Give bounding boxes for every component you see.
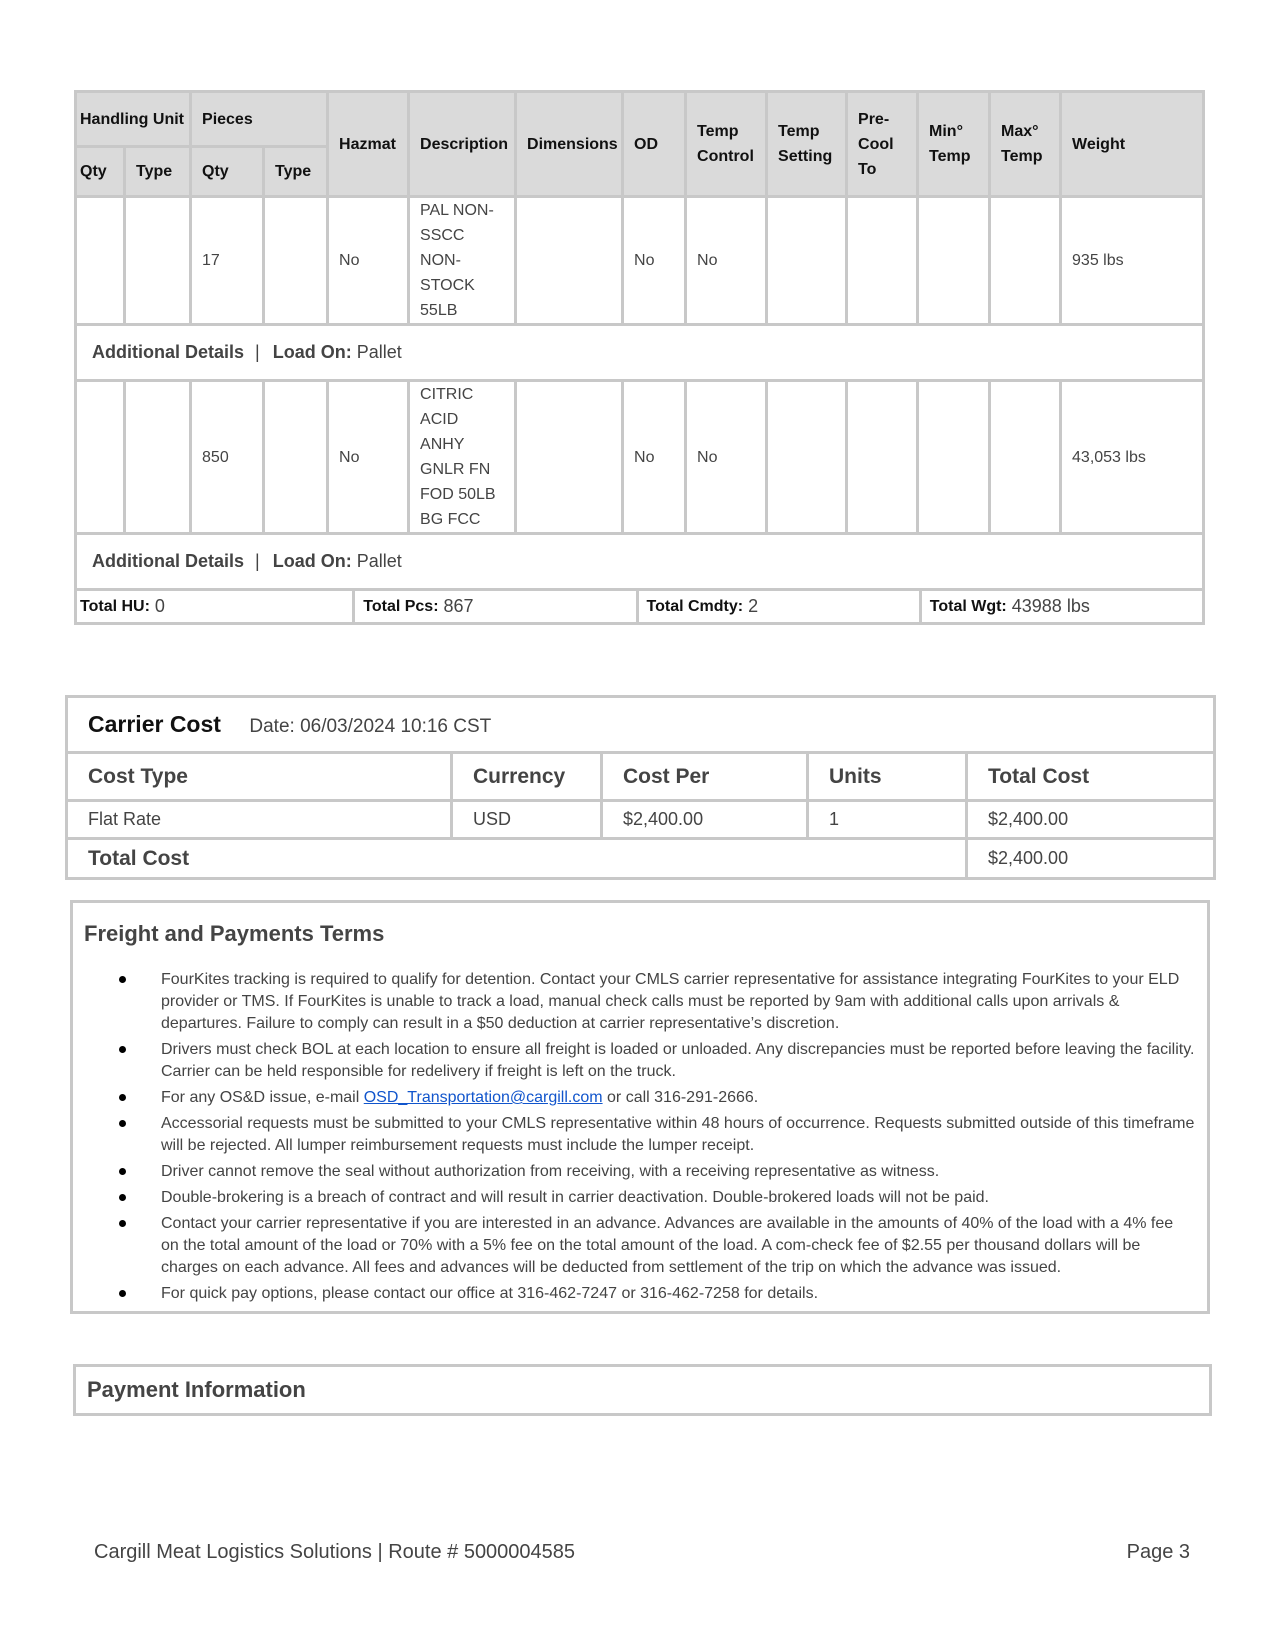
cell-description: CITRIC ACID ANHY GNLR FN FOD 50LB BG FCC bbox=[409, 381, 516, 534]
total-cmdty-value: 2 bbox=[748, 596, 759, 616]
carrier-cost-title: Carrier Cost bbox=[88, 711, 221, 737]
header-total-cost: Total Cost bbox=[967, 753, 1215, 801]
header-units: Units bbox=[808, 753, 967, 801]
bullet-icon bbox=[119, 1120, 126, 1127]
total-hu-value: 0 bbox=[154, 596, 165, 616]
header-max-temp: Max° Temp bbox=[990, 92, 1061, 197]
totals-row bbox=[76, 590, 1204, 624]
bullet-icon bbox=[119, 1220, 126, 1227]
header-pc-type: Type bbox=[264, 147, 328, 197]
cell-temp-control: No bbox=[686, 381, 767, 534]
additional-details-label: Additional Details bbox=[92, 342, 245, 362]
header-temp-control: Temp Control bbox=[686, 92, 767, 197]
freight-terms-list bbox=[73, 969, 1207, 1309]
commodity-table bbox=[74, 90, 1205, 625]
freight-terms-title: Freight and Payments Terms bbox=[84, 921, 385, 946]
header-pieces: Pieces bbox=[191, 92, 328, 147]
freight-terms-section bbox=[70, 900, 1210, 1314]
additional-details-row bbox=[76, 325, 1204, 381]
additional-details-row bbox=[76, 534, 1204, 590]
payment-info-section bbox=[73, 1364, 1212, 1416]
cell-pre-cool-to bbox=[847, 381, 918, 534]
cell-temp-setting bbox=[767, 197, 847, 325]
bullet-icon bbox=[119, 1194, 126, 1201]
carrier-cost-date: Date: 06/03/2024 10:16 CST bbox=[249, 716, 492, 737]
header-temp-setting: Temp Setting bbox=[767, 92, 847, 197]
cell-hazmat: No bbox=[328, 381, 409, 534]
header-hazmat: Hazmat bbox=[328, 92, 409, 197]
cell-od: No bbox=[623, 381, 686, 534]
cell-od: No bbox=[623, 197, 686, 325]
total-hu-label: Total HU: bbox=[80, 598, 150, 615]
bullet-icon bbox=[119, 1168, 126, 1175]
list-item: Drivers must check BOL at each location to ensure all freight is loaded or unloaded. Any discrepancies must be reported before leaving the facility. Carrier can be held responsible for redelivery if freight is left on the truck. bbox=[73, 1039, 1207, 1083]
cell-pc-type bbox=[264, 381, 328, 534]
carrier-cost-header-row bbox=[67, 753, 1215, 801]
footer-route: Cargill Meat Logistics Solutions | Route # 5000004585 bbox=[94, 1541, 576, 1563]
header-min-temp: Min° Temp bbox=[918, 92, 990, 197]
list-item: For any OS&D issue, e-mail OSD_Transportation@cargill.com or call 316-291-2666. bbox=[73, 1087, 1207, 1109]
list-item: Contact your carrier representative if you are interested in an advance. Advances are available in the amounts of 40% of the load with a 4% fee on the total amount of the load or 70% with a 5% fee on the total amount of the load. A com-check fee of $2.55 per thousand dollars will be charges on each advance. All fees and advances will be deducted from settlement of the trip on which the advance was issued. bbox=[73, 1213, 1207, 1279]
osd-email-link[interactable]: OSD_Transportation@cargill.com bbox=[363, 1089, 603, 1106]
total-wgt-value: 43988 lbs bbox=[1011, 596, 1090, 616]
cell-hu-type bbox=[125, 197, 191, 325]
total-hu bbox=[77, 591, 352, 622]
bullet-icon bbox=[119, 976, 126, 983]
cell-hu-type bbox=[125, 381, 191, 534]
total-cost-value: $2,400.00 bbox=[967, 839, 1215, 879]
cell-max-temp bbox=[990, 381, 1061, 534]
total-cost-label: Total Cost bbox=[67, 839, 967, 879]
bullet-icon bbox=[119, 1290, 126, 1297]
cell-cost-type: Flat Rate bbox=[67, 801, 452, 839]
cell-description: PAL NON-SSCC NON-STOCK 55LB bbox=[409, 197, 516, 325]
header-handling-unit: Handling Unit bbox=[76, 92, 191, 147]
table-row bbox=[76, 197, 1204, 325]
cell-dimensions bbox=[516, 197, 623, 325]
header-hu-type: Type bbox=[125, 147, 191, 197]
cell-pc-type bbox=[264, 197, 328, 325]
payment-info-title: Payment Information bbox=[87, 1377, 306, 1402]
header-weight: Weight bbox=[1061, 92, 1204, 197]
total-cmdty bbox=[636, 591, 919, 622]
header-pre-cool-to: Pre-Cool To bbox=[847, 92, 918, 197]
cell-pc-qty: 17 bbox=[191, 197, 264, 325]
total-pcs-value: 867 bbox=[443, 596, 474, 616]
load-on-label: Load On: bbox=[272, 551, 352, 571]
total-wgt bbox=[919, 591, 1202, 622]
total-pcs-label: Total Pcs: bbox=[363, 598, 439, 615]
cell-cost-per: $2,400.00 bbox=[602, 801, 808, 839]
load-on-label: Load On: bbox=[272, 342, 352, 362]
cell-hu-qty bbox=[76, 381, 125, 534]
bullet-icon bbox=[119, 1046, 126, 1053]
list-item: Double-brokering is a breach of contract and will result in carrier deactivation. Double-brokered loads will not be paid. bbox=[73, 1187, 1207, 1209]
bullet-icon bbox=[119, 1094, 126, 1101]
cell-min-temp bbox=[918, 197, 990, 325]
total-cmdty-label: Total Cmdty: bbox=[646, 598, 744, 615]
carrier-cost-table bbox=[65, 695, 1216, 880]
separator: | bbox=[255, 342, 260, 362]
cell-currency: USD bbox=[452, 801, 602, 839]
cell-hazmat: No bbox=[328, 197, 409, 325]
list-item: FourKites tracking is required to qualify for detention. Contact your CMLS carrier representative for assistance integrating FourKites to your ELD provider or TMS. If FourKites is unable to track a load, manual check calls must be reported by 9am with additional calls upon arrivals & departures. Failure to comply can result in a $50 deduction at carrier representative’s discretion. bbox=[73, 969, 1207, 1035]
table-row bbox=[67, 801, 1215, 839]
total-cost-row bbox=[67, 839, 1215, 879]
cell-temp-control: No bbox=[686, 197, 767, 325]
total-wgt-label: Total Wgt: bbox=[929, 598, 1007, 615]
cell-weight: 43,053 lbs bbox=[1061, 381, 1204, 534]
cell-dimensions bbox=[516, 381, 623, 534]
cell-total-cost: $2,400.00 bbox=[967, 801, 1215, 839]
cell-temp-setting bbox=[767, 381, 847, 534]
cell-hu-qty bbox=[76, 197, 125, 325]
table-row bbox=[76, 381, 1204, 534]
header-currency: Currency bbox=[452, 753, 602, 801]
header-pc-qty: Qty bbox=[191, 147, 264, 197]
cell-units: 1 bbox=[808, 801, 967, 839]
list-item: Driver cannot remove the seal without authorization from receiving, with a receiving representative as witness. bbox=[73, 1161, 1207, 1183]
cell-pre-cool-to bbox=[847, 197, 918, 325]
additional-details-label: Additional Details bbox=[92, 551, 245, 571]
header-dimensions: Dimensions bbox=[516, 92, 623, 197]
cell-pc-qty: 850 bbox=[191, 381, 264, 534]
load-on-value: Pallet bbox=[356, 551, 402, 571]
header-od: OD bbox=[623, 92, 686, 197]
list-item: For quick pay options, please contact our office at 316-462-7247 or 316-462-7258 for details. bbox=[73, 1283, 1207, 1305]
cell-min-temp bbox=[918, 381, 990, 534]
header-hu-qty: Qty bbox=[76, 147, 125, 197]
header-cost-type: Cost Type bbox=[67, 753, 452, 801]
header-description: Description bbox=[409, 92, 516, 197]
load-on-value: Pallet bbox=[356, 342, 402, 362]
footer-page-number: Page 3 bbox=[1126, 1541, 1190, 1563]
header-cost-per: Cost Per bbox=[602, 753, 808, 801]
total-pcs bbox=[352, 591, 635, 622]
list-item: Accessorial requests must be submitted to your CMLS representative within 48 hours of occurrence. Requests submitted outside of this timeframe will be rejected. All lumper reimbursement requests must include the lumper receipt. bbox=[73, 1113, 1207, 1157]
separator: | bbox=[255, 551, 260, 571]
cell-weight: 935 lbs bbox=[1061, 197, 1204, 325]
cell-max-temp bbox=[990, 197, 1061, 325]
